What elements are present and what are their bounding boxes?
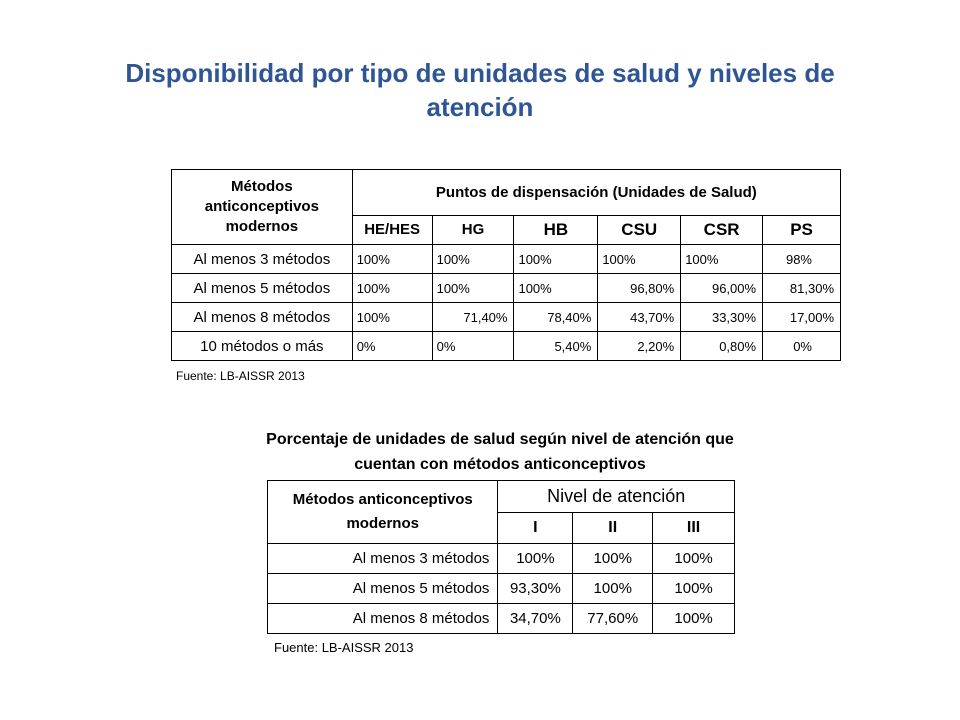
table1-column-header: PS	[763, 215, 841, 244]
table2-column-header: III	[653, 513, 735, 544]
table1-column-header: HB	[514, 215, 598, 244]
table-cell: 5,40%	[514, 332, 598, 361]
table2-corner-header: Métodos anticonceptivos modernos	[268, 481, 498, 544]
table-cell: 100%	[498, 544, 573, 574]
table-cell: 100%	[432, 245, 514, 274]
table-cell: 100%	[598, 245, 681, 274]
availability-by-unit-table	[171, 169, 841, 361]
table-cell: 0%	[432, 332, 514, 361]
table1-column-header: HE/HES	[352, 215, 432, 244]
table-cell: 100%	[653, 604, 735, 634]
table-cell: 96,80%	[598, 274, 681, 303]
table-cell: 77,60%	[573, 604, 653, 634]
row-label: Al menos 5 métodos	[172, 274, 353, 303]
table1-corner-header: Métodos anticonceptivos modernos	[172, 170, 353, 245]
table-cell: 33,30%	[681, 303, 763, 332]
row-label: Al menos 3 métodos	[268, 544, 498, 574]
table-row	[268, 544, 735, 574]
table-row	[268, 604, 735, 634]
table-cell: 100%	[352, 303, 432, 332]
table-cell: 2,20%	[598, 332, 681, 361]
table2-source: Fuente: LB-AISSR 2013	[274, 640, 414, 655]
page-title: Disponibilidad por tipo de unidades de salud y niveles de atención	[125, 58, 835, 122]
table1-column-header: CSU	[598, 215, 681, 244]
availability-by-level-table	[267, 480, 735, 634]
row-label: Al menos 8 métodos	[268, 604, 498, 634]
table-cell: 100%	[514, 274, 598, 303]
table-cell: 100%	[352, 245, 432, 274]
table-cell: 100%	[432, 274, 514, 303]
table2-group-header: Nivel de atención	[498, 481, 735, 513]
table-cell: 100%	[653, 574, 735, 604]
table-row	[172, 303, 841, 332]
table-row	[172, 245, 841, 274]
table-cell: 100%	[681, 245, 763, 274]
table1-source: Fuente: LB-AISSR 2013	[176, 369, 305, 383]
row-label: Al menos 3 métodos	[172, 245, 353, 274]
table-cell: 43,70%	[598, 303, 681, 332]
row-label: 10 métodos o más	[172, 332, 353, 361]
table-row	[268, 574, 735, 604]
table-cell: 81,30%	[763, 274, 841, 303]
table1-column-header: HG	[432, 215, 514, 244]
table-cell: 0%	[352, 332, 432, 361]
table-cell: 0,80%	[681, 332, 763, 361]
table2-column-header: II	[573, 513, 653, 544]
table-cell: 71,40%	[432, 303, 514, 332]
table-cell: 100%	[514, 245, 598, 274]
table-row	[172, 274, 841, 303]
table-row	[172, 332, 841, 361]
table2-subtitle: Porcentaje de unidades de salud según nivel de atención que cuentan con métodos anticonceptivos	[266, 431, 734, 473]
table-cell: 93,30%	[498, 574, 573, 604]
table-cell: 78,40%	[514, 303, 598, 332]
table-cell: 17,00%	[763, 303, 841, 332]
table2-column-header: I	[498, 513, 573, 544]
table1-group-header: Puntos de dispensación (Unidades de Salud)	[352, 170, 840, 216]
table-cell: 98%	[763, 245, 841, 274]
table-cell: 0%	[763, 332, 841, 361]
table-cell: 100%	[573, 544, 653, 574]
table-cell: 100%	[653, 544, 735, 574]
row-label: Al menos 5 métodos	[268, 574, 498, 604]
table-cell: 100%	[352, 274, 432, 303]
table-cell: 96,00%	[681, 274, 763, 303]
row-label: Al menos 8 métodos	[172, 303, 353, 332]
table-cell: 100%	[573, 574, 653, 604]
table-cell: 34,70%	[498, 604, 573, 634]
table1-column-header: CSR	[681, 215, 763, 244]
